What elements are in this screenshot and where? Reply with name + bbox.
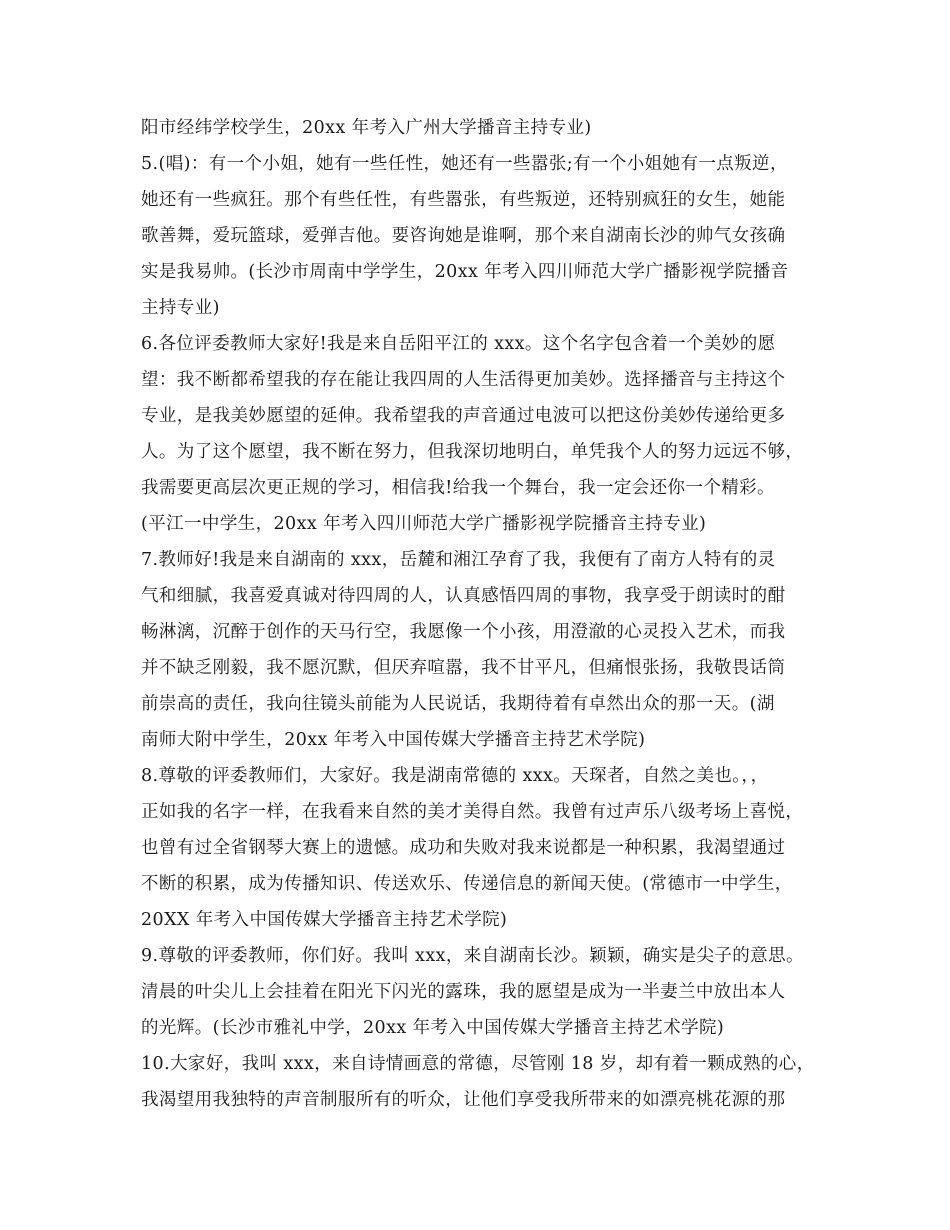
text-line: 正如我的名字一样，在我看来自然的美才美得自然。我曾有过声乐八级考场上喜悦，: [141, 802, 804, 822]
text-line: 前崇高的责任，我向往镜头前能为人民说话，我期待着有卓然出众的那一天。(湖: [141, 694, 775, 714]
text-line: 清晨的叶尖儿上会挂着在阳光下闪光的露珠，我的愿望是成为一半妻兰中放出本人: [141, 982, 786, 1002]
text-line: 歌善舞，爱玩篮球，爱弹吉他。要咨询她是谁啊，那个来自湖南长沙的帅气女孩确: [141, 226, 786, 246]
text-line: 专业，是我美妙愿望的延伸。我希望我的声音通过电波可以把这份美妙传递给更多: [141, 406, 786, 426]
text-line: 望：我不断都希望我的存在能让我四周的人生活得更加美妙。选择播音与主持这个: [141, 370, 786, 390]
text-line: 5.(唱)：有一个小姐，她有一些任性，她还有一些嚣张;有一个小姐她有一点叛逆，: [141, 154, 788, 174]
text-line: 实是我易帅。(长沙市周南中学学生，20xx 年考入四川师范大学广播影视学院播音: [141, 262, 789, 282]
text-line: 也曾有过全省钢琴大赛上的遗憾。成功和失败对我来说都是一种积累，我渴望通过: [141, 838, 786, 858]
text-line: 阳市经纬学校学生，20xx 年考入广州大学播音主持专业): [141, 118, 592, 138]
text-line: 气和细腻，我喜爱真诚对待四周的人，认真感悟四周的事物，我享受于朗读时的酣: [141, 586, 786, 606]
text-line: 并不缺乏刚毅，我不愿沉默，但厌弃喧嚣，我不甘平凡，但痛恨张扬，我敬畏话筒: [141, 658, 786, 678]
text-line: 主持专业): [141, 298, 220, 318]
text-line: 7.教师好!我是来自湖南的 xxx，岳麓和湘江孕育了我，我便有了南方人特有的灵: [141, 550, 776, 570]
text-line: 20XX 年考入中国传媒大学播音主持艺术学院): [141, 910, 508, 930]
text-line: 畅淋漓，沉醉于创作的天马行空，我愿像一个小孩，用澄澈的心灵投入艺术，而我: [141, 622, 786, 642]
text-line: 10.大家好，我叫 xxx，来自诗情画意的常德，尽管刚 18 岁，却有着一颗成熟的心，: [141, 1054, 815, 1074]
text-line: 6.各位评委教师大家好!我是来自岳阳平江的 xxx。这个名字包含着一个美妙的愿: [141, 334, 776, 354]
text-line: 不断的积累，成为传播知识、传送欢乐、传递信息的新闻天使。(常德市一中学生，: [141, 874, 793, 894]
text-line: 人。为了这个愿望，我不断在努力，但我深切地明白，单凭我个人的努力远远不够，: [141, 442, 804, 462]
text-line: (平江一中学生，20xx 年考入四川师范大学广播影视学院播音主持专业): [141, 514, 707, 534]
text-line: 南师大附中学生，20xx 年考入中国传媒大学播音主持艺术学院): [141, 730, 646, 750]
text-line: 我需要更高层次更正规的学习，相信我!给我一个舞台，我一定会还你一个精彩。: [141, 478, 775, 498]
text-line: 9.尊敬的评委教师，你们好。我叫 xxx，来自湖南长沙。颖颖，确实是尖子的意思。: [141, 946, 804, 966]
text-line: 我渴望用我独特的声音制服所有的听众，让他们享受我所带来的如漂亮桃花源的那: [141, 1090, 786, 1110]
text-line: 8.尊敬的评委教师们，大家好。我是湖南常德的 xxx。天琛者，自然之美也。，，: [141, 766, 769, 786]
document-body: [141, 110, 821, 1118]
text-line: 的光辉。(长沙市雅礼中学，20xx 年考入中国传媒大学播音主持艺术学院): [141, 1018, 725, 1038]
text-line: 她还有一些疯狂。那个有些任性，有些嚣张，有些叛逆，还特别疯狂的女生，她能: [141, 190, 786, 210]
